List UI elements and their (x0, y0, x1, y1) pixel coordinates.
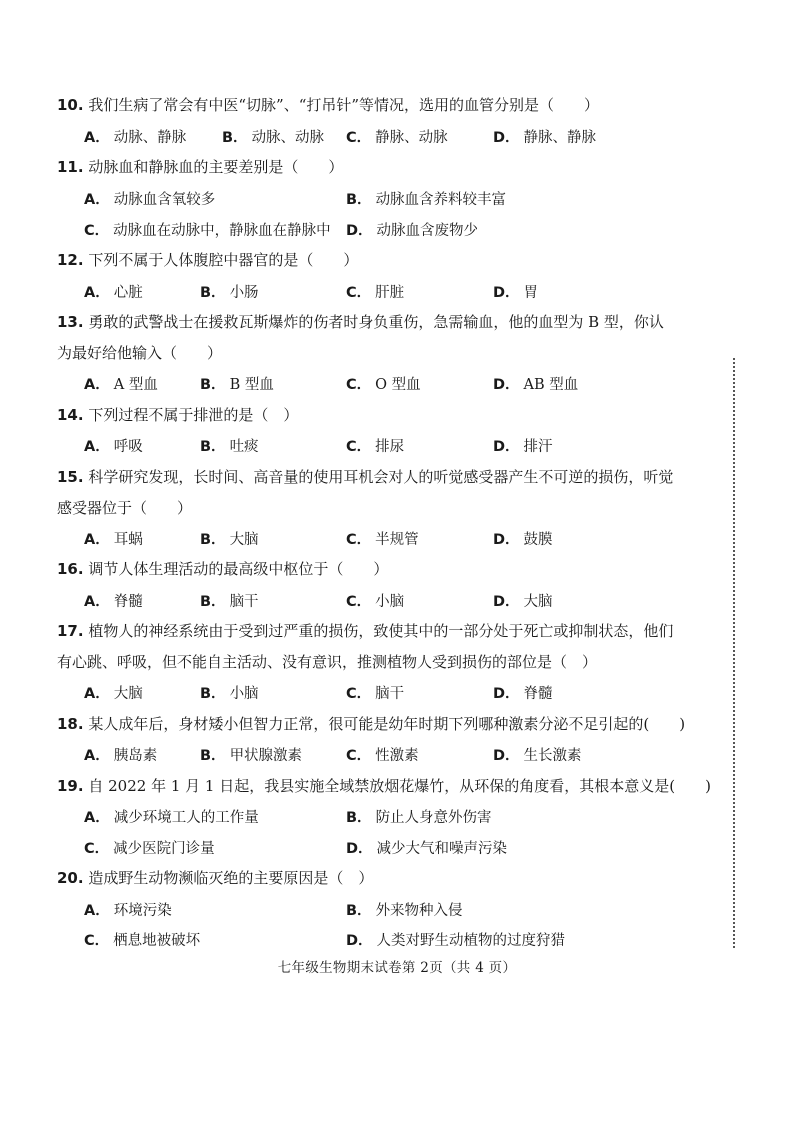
question-stem: 下列过程不属于排泄的是（ ） (88, 406, 299, 424)
question-stem: 植物人的神经系统由于受到过严重的损伤，致使其中的一部分处于死亡或抑制状态，他们 (88, 622, 674, 640)
question-number: 12. (57, 251, 84, 269)
question-stem-cont: 为最好给他输入（ ） (57, 344, 223, 362)
option-b: B． 小脑 (200, 686, 259, 702)
option-c: C． 栖息地被破坏 (84, 933, 201, 949)
option-b: B． 脑干 (200, 594, 259, 610)
option-c: C． O 型血 (346, 377, 421, 393)
option-a: A． 动脉、静脉 (84, 130, 187, 146)
question-11 (57, 152, 657, 183)
option-c: C． 肝脏 (346, 285, 405, 301)
option-a: A． 减少环境工人的工作量 (84, 810, 259, 826)
option-d: D． 排汗 (493, 439, 553, 455)
question-number: 11. (57, 158, 84, 176)
option-b: B． 动脉血含养料较丰富 (346, 192, 507, 208)
question-stem: 下列不属于人体腹腔中器官的是（ ） (88, 251, 359, 269)
option-b: B． 小肠 (200, 285, 259, 301)
option-c: C． 脑干 (346, 686, 405, 702)
option-b: B． 大脑 (200, 532, 259, 548)
question-15 (57, 462, 674, 493)
option-a: A． 动脉血含氧较多 (84, 192, 216, 208)
question-number: 13. (57, 313, 84, 331)
question-stem-cont: 感受器位于（ ） (57, 499, 193, 517)
question-19 (57, 771, 711, 802)
option-b: B． 吐痰 (200, 439, 259, 455)
option-d: D． 减少大气和噪声污染 (346, 841, 508, 857)
option-d: D． 脊髓 (493, 686, 553, 702)
option-c: C． 排尿 (346, 439, 405, 455)
question-number: 16. (57, 560, 84, 578)
option-d: D． 动脉血含废物少 (346, 223, 479, 239)
option-c: C． 静脉、动脉 (346, 130, 448, 146)
question-stem: 某人成年后，身材矮小但智力正常，很可能是幼年时期下列哪种激素分泌不足引起的( ) (88, 715, 686, 733)
question-16 (57, 554, 657, 585)
option-a: A． 胰岛素 (84, 748, 158, 764)
option-d: D． 鼓膜 (493, 532, 553, 548)
option-c: C． 动脉血在动脉中，静脉血在静脉中 (84, 223, 331, 239)
question-number: 14. (57, 406, 84, 424)
option-a: A． A 型血 (84, 377, 158, 393)
option-d: D． 人类对野生动植物的过度狩猎 (346, 933, 566, 949)
option-a: A． 耳蜗 (84, 532, 143, 548)
question-stem: 科学研究发现，长时间、高音量的使用耳机会对人的听觉感受器产生不可逆的损伤，听觉 (88, 468, 674, 486)
option-b: B． 动脉、动脉 (222, 130, 325, 146)
binding-dotted-line (733, 358, 735, 948)
question-number: 19. (57, 777, 84, 795)
question-stem: 调节人体生理活动的最高级中枢位于（ ） (88, 560, 389, 578)
question-stem: 自 2022 年 1 月 1 日起，我县实施全域禁放烟花爆竹，从环保的角度看，其根本意义是( ) (88, 777, 711, 795)
question-13 (57, 307, 664, 338)
option-d: D． 胃 (493, 285, 539, 301)
option-d: D． 静脉、静脉 (493, 130, 597, 146)
question-10 (57, 90, 657, 121)
question-stem-cont: 有心跳、呼吸，但不能自主活动、没有意识，推测植物人受到损伤的部位是（ ） (57, 653, 598, 671)
question-13-cont (57, 338, 657, 369)
option-b: B． B 型血 (200, 377, 274, 393)
question-18 (57, 709, 686, 740)
option-a: A． 脊髓 (84, 594, 143, 610)
option-d: D． AB 型血 (493, 377, 579, 393)
question-stem: 动脉血和静脉血的主要差别是（ ） (88, 158, 344, 176)
option-c: C． 小脑 (346, 594, 405, 610)
option-c: C． 性激素 (346, 748, 419, 764)
option-b: B． 甲状腺激素 (200, 748, 303, 764)
question-17-cont (57, 647, 657, 678)
question-stem: 我们生病了常会有中医“切脉”、“打吊针”等情况，选用的血管分别是（ ） (88, 96, 600, 114)
question-number: 10. (57, 96, 84, 114)
option-b: B． 防止人身意外伤害 (346, 810, 492, 826)
option-d: D． 大脑 (493, 594, 553, 610)
option-a: A． 环境污染 (84, 903, 172, 919)
option-d: D． 生长激素 (493, 748, 582, 764)
question-number: 20. (57, 869, 84, 887)
question-17 (57, 616, 674, 647)
question-number: 18. (57, 715, 84, 733)
question-number: 15. (57, 468, 84, 486)
option-b: B． 外来物种入侵 (346, 903, 463, 919)
question-stem: 造成野生动物濒临灭绝的主要原因是（ ） (88, 869, 374, 887)
option-c: C． 半规管 (346, 532, 419, 548)
question-12 (57, 245, 657, 276)
question-15-cont (57, 493, 657, 524)
question-14 (57, 400, 657, 431)
option-c: C． 减少医院门诊量 (84, 841, 215, 857)
option-a: A． 大脑 (84, 686, 143, 702)
option-a: A． 呼吸 (84, 439, 143, 455)
question-stem: 勇敢的武警战士在援救瓦斯爆炸的伤者时身负重伤，急需输血，他的血型为 B 型，你认 (88, 313, 664, 331)
question-number: 17. (57, 622, 84, 640)
page-footer: 七年级生物期末试卷第 2页（共 4 页） (277, 960, 517, 976)
question-20 (57, 863, 657, 894)
option-a: A． 心脏 (84, 285, 143, 301)
